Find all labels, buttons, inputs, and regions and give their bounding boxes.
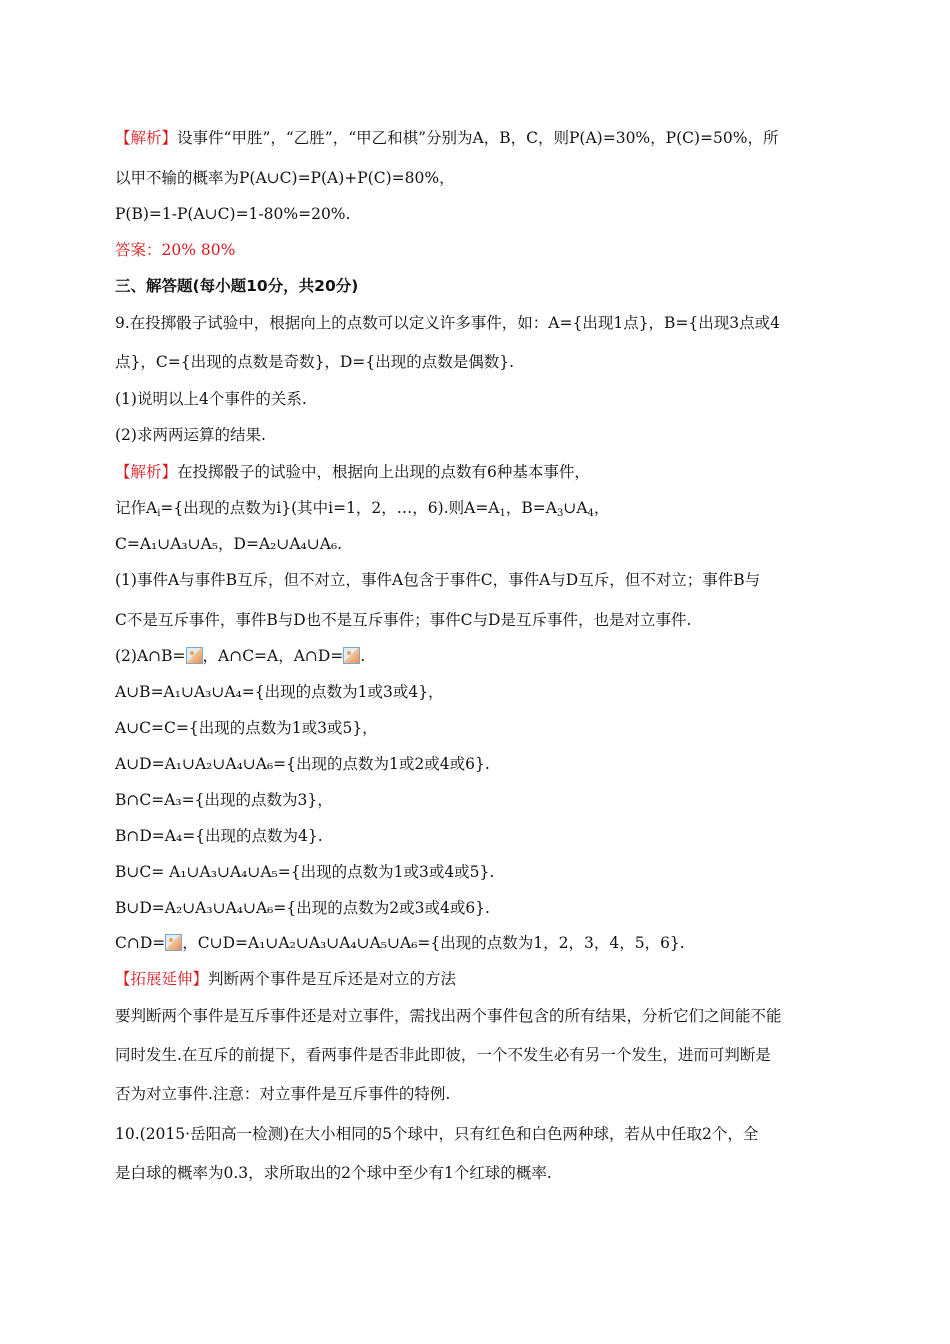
text-seg: (2)A∩B=	[115, 647, 186, 665]
analysis-tag: 【解析】	[115, 463, 178, 481]
result-1: A∪B=A₁∪A₃∪A₄={出现的点数为1或3或4}，	[115, 683, 444, 701]
analysis-tag: 【解析】	[115, 129, 178, 147]
text-seg: 记作A	[115, 499, 158, 517]
result-8	[115, 933, 685, 953]
analysis1-line1	[115, 128, 778, 148]
result-7: B∪D=A₂∪A₃∪A₄∪A₆={出现的点数为2或3或4或6}.	[115, 899, 490, 917]
text-seg: ∪A	[563, 499, 588, 517]
subscript: i	[157, 508, 161, 519]
extension-title: 判断两个事件是互斥还是对立的方法	[208, 970, 457, 988]
extension-tag: 【拓展延伸】	[115, 970, 209, 988]
extension-line2: 同时发生.在互斥的前提下，看两事件是否非此即彼，一个不发生必有另一个发生，进而可判断是	[115, 1046, 771, 1064]
q9-part1: (1)说明以上4个事件的关系.	[115, 390, 307, 408]
extension-line1: 要判断两个事件是互斥事件还是对立事件，需找出两个事件包含的所有结果，分析它们之间能不能	[115, 1007, 782, 1025]
result-2: A∪C=C={出现的点数为1或3或5}，	[115, 719, 378, 737]
q9-line2: 点}，C={出现的点数是奇数}，D={出现的点数是偶数}.	[115, 353, 514, 371]
answer2-line	[115, 646, 365, 666]
text-seg: ，B=A	[505, 499, 557, 517]
text-seg: ，C∪D=A₁∪A₂∪A₃∪A₄∪A₅∪A₆={出现的点数为1，2，3，4，5，6}.	[182, 934, 685, 952]
analysis-text: 在投掷骰子的试验中，根据向上出现的点数有6种基本事件，	[177, 463, 590, 481]
analysis-text: 设事件“甲胜”，“乙胜”，“甲乙和棋”分别为A，B，C，则P(A)=30%，P(C)=50%，所	[177, 129, 779, 147]
analysis1-line3: P(B)=1-P(A∪C)=1-80%=20%.	[115, 205, 351, 223]
empty-set-image-icon	[186, 647, 203, 664]
q10-line2: 是白球的概率为0.3，求所取出的2个球中至少有1个红球的概率.	[115, 1164, 552, 1182]
subscript: 1	[499, 508, 506, 519]
answer1-line1: (1)事件A与事件B互斥，但不对立，事件A包含于事件C，事件A与D互斥，但不对立；事件B与	[115, 571, 761, 589]
subscript: 3	[556, 508, 564, 519]
q9-part2: (2)求两两运算的结果.	[115, 426, 266, 444]
text-seg: ，A∩C=A，A∩D=	[202, 647, 344, 665]
analysis1-line2: 以甲不输的概率为P(A∪C)=P(A)+P(C)=80%，	[115, 169, 455, 187]
extension-heading	[115, 969, 456, 989]
q10-line1: 10.(2015·岳阳高一检测)在大小相同的5个球中，只有红色和白色两种球，若从中任取2个，全	[115, 1125, 759, 1143]
q9-line1: 9.在投掷骰子试验中，根据向上的点数可以定义许多事件，如：A={出现1点}，B={出现3点或4	[115, 314, 781, 332]
analysis2-line3: C=A₁∪A₃∪A₅，D=A₂∪A₄∪A₆.	[115, 535, 343, 553]
result-6: B∪C= A₁∪A₃∪A₄∪A₅={出现的点数为1或3或4或5}.	[115, 863, 495, 881]
analysis2-line2	[115, 498, 609, 518]
analysis2-line1	[115, 462, 590, 482]
answer-line: 答案：20% 80%	[115, 241, 236, 259]
subscript: 4	[587, 508, 594, 519]
result-4: B∩C=A₃={出现的点数为3}，	[115, 791, 333, 809]
text-seg: ={出现的点数为i}(其中i=1，2，…，6).则A=A	[160, 499, 500, 517]
empty-set-image-icon	[165, 934, 182, 951]
text-seg: .	[360, 647, 366, 665]
result-3: A∪D=A₁∪A₂∪A₄∪A₆={出现的点数为1或2或4或6}.	[115, 755, 490, 773]
extension-line3: 否为对立事件.注意：对立事件是互斥事件的特例.	[115, 1085, 451, 1103]
text-seg: ，	[593, 499, 610, 517]
empty-set-image-icon	[343, 647, 360, 664]
answer1-line2: C不是互斥事件，事件B与D也不是互斥事件；事件C与D是互斥事件，也是对立事件.	[115, 611, 692, 629]
text-seg: C∩D=	[115, 934, 166, 952]
section-title: 三、解答题(每小题10分，共20分)	[115, 277, 359, 295]
result-5: B∩D=A₄={出现的点数为4}.	[115, 827, 323, 845]
